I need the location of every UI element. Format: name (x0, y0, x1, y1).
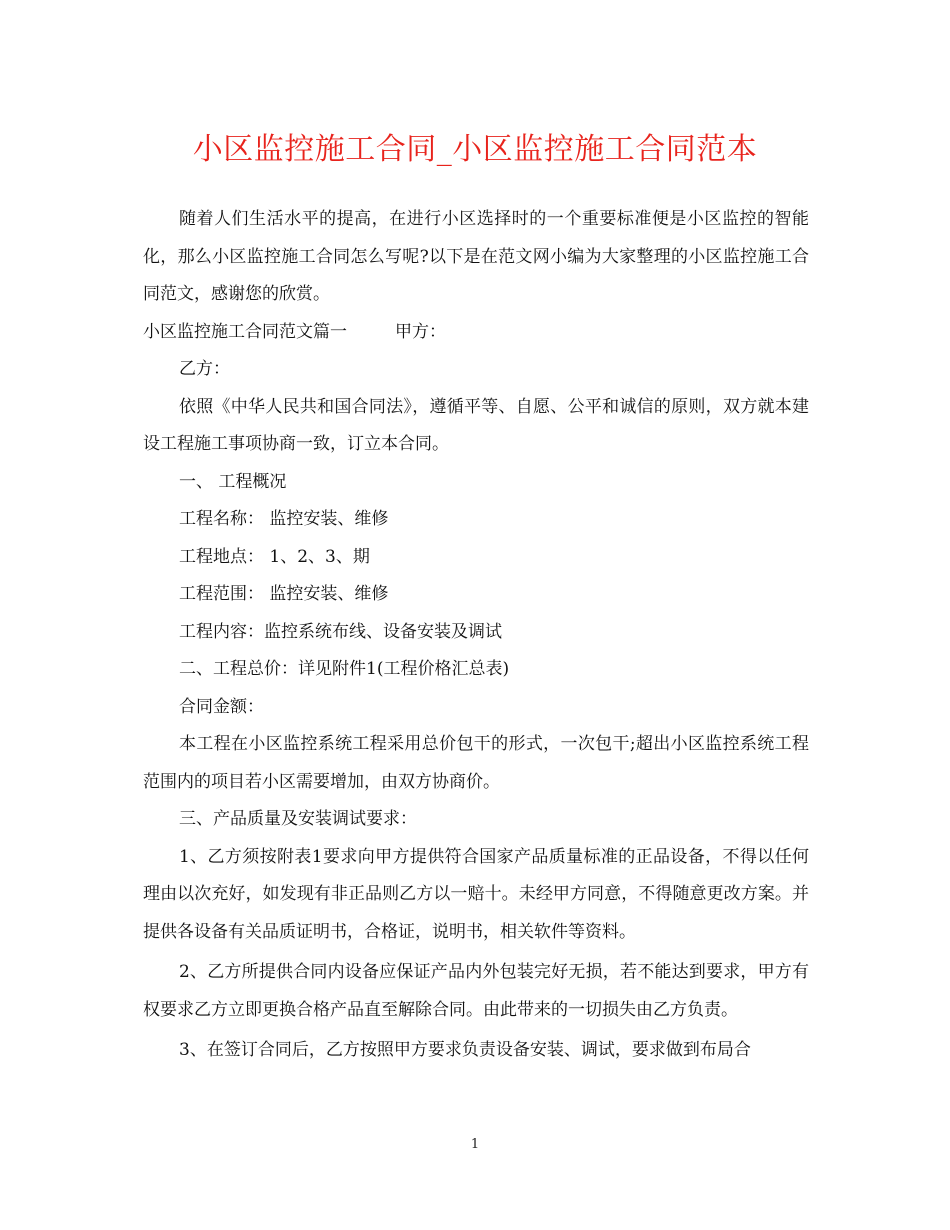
project-location: 工程地点： 1、2、3、期 (179, 546, 370, 567)
total-price: 二、工程总价：详见附件1(工程价格汇总表) (179, 659, 510, 679)
quality-heading: 三、产品质量及安装调试要求： (179, 809, 417, 829)
price-terms-paragraph: 本工程在小区监控系统工程采用总价包干的形式，一次包干;超出小区监控系统工程范围内的项目若小区需要增加，由双方协商价。 (143, 734, 809, 792)
intro-paragraph: 随着人们生活水平的提高，在进行小区选择时的一个重要标准便是小区监控的智能化，那么小区监控施工合同怎么写呢?以下是在范文网小编为大家整理的小区监控施工合同范文，感谢您的欣赏。 (143, 209, 809, 304)
document-body (143, 201, 809, 1070)
section-heading: 小区监控施工合同范文篇一 (143, 321, 347, 342)
overview-heading: 一、 工程概况 (179, 471, 287, 492)
project-scope: 工程范围： 监控安装、维修 (179, 584, 389, 604)
clause-2-paragraph: 2、乙方所提供合同内设备应保证产品内外包装完好无损，若不能达到要求，甲方有权要求乙方立即更换合格产品直至解除合同。由此带来的一切损失由乙方负责。 (143, 962, 809, 1020)
party-a-label: 甲方： (395, 321, 446, 342)
project-name: 工程名称： 监控安装、维修 (179, 509, 389, 529)
party-b-label: 乙方： (179, 359, 230, 379)
clause-1-paragraph: 1、乙方须按附表1要求向甲方提供符合国家产品质量标准的正品设备，不得以任何理由以次充好，如发现有非正品则乙方以一赔十。未经甲方同意，不得随意更改方案。并提供各设备有关品质证明书，合格证，说明书，相关软件等资料。 (143, 846, 809, 942)
project-content: 工程内容：监控系统布线、设备安装及调试 (179, 621, 502, 642)
contract-amount-label: 合同金额： (179, 696, 264, 717)
page-number: 1 (470, 1137, 480, 1152)
clause-3-paragraph: 3、在签订合同后，乙方按照甲方要求负责设备安装、调试，要求做到布局合 (179, 1040, 751, 1060)
document-title: 小区监控施工合同_小区监控施工合同范本 (192, 132, 758, 167)
basis-paragraph: 依照《中华人民共和国合同法》，遵循平等、自愿、公平和诚信的原则，双方就本建设工程施工事项协商一致，订立本合同。 (143, 396, 809, 454)
section-heading-line (143, 314, 809, 352)
